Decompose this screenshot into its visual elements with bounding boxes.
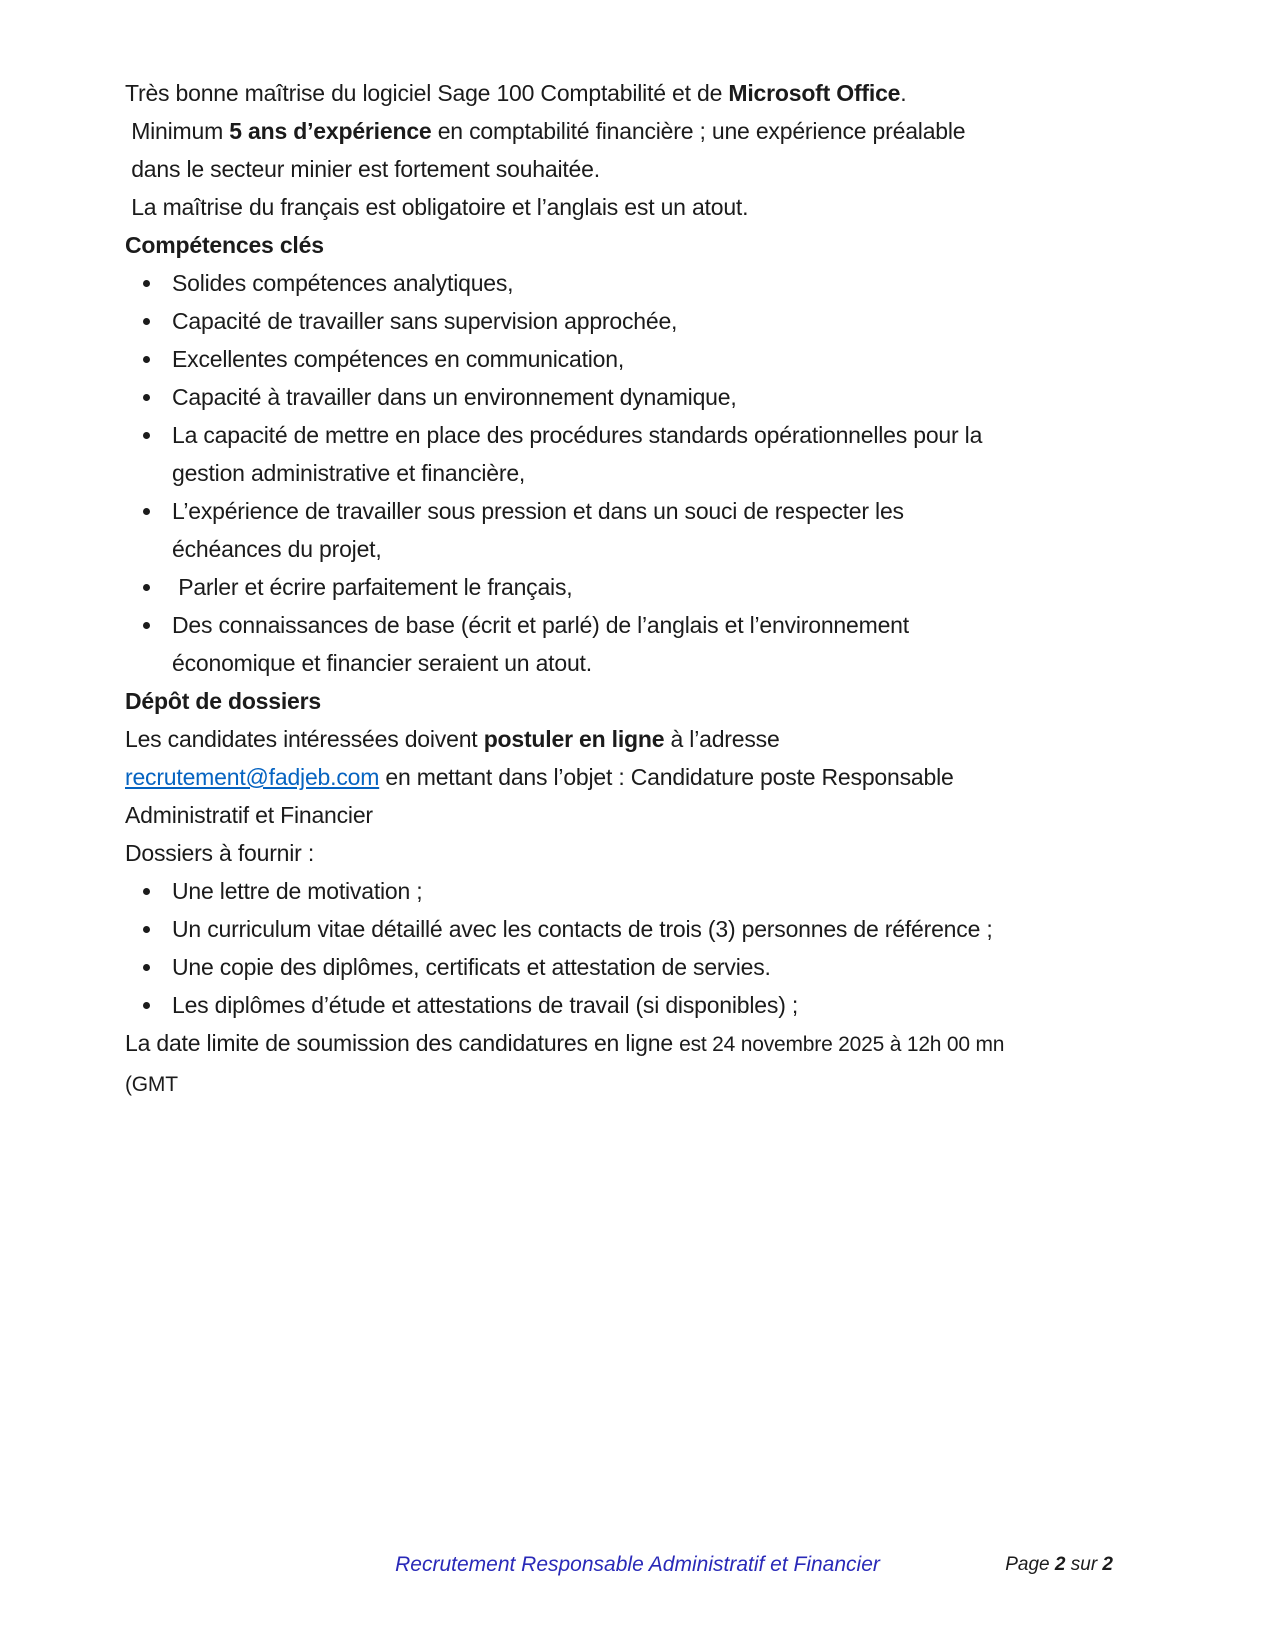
bullet-icon: [143, 622, 150, 629]
list-item: [125, 492, 1135, 568]
text-run: Les candidates intéressées doivent: [125, 726, 484, 752]
bullet-icon: [143, 584, 150, 591]
text-run: Compétences clés: [125, 232, 324, 258]
text-line: [125, 1024, 1135, 1064]
text-line: [125, 226, 1135, 264]
text-run: Un curriculum vitae détaillé avec les contacts de trois (3) personnes de référence ;: [172, 916, 993, 942]
text-line: [172, 530, 1135, 568]
page-footer: [0, 1546, 1275, 1584]
bullet-icon: [143, 508, 150, 515]
text-line: [172, 986, 1135, 1024]
text-run: Dossiers à fournir :: [125, 840, 315, 866]
text-run: La maîtrise du français est obligatoire et l’anglais est un atout.: [125, 194, 749, 220]
text-run: Des connaissances de base (écrit et parlé) de l’anglais et l’environnement: [172, 612, 909, 638]
text-line: [172, 340, 1135, 378]
text-line: [125, 834, 1135, 872]
text-run: (GMT: [125, 1073, 178, 1096]
text-line: [172, 302, 1135, 340]
text-run: Parler et écrire parfaitement le français,: [172, 574, 573, 600]
bullet-icon: [143, 926, 150, 933]
text-line: [125, 1064, 1135, 1104]
bullet-icon: [143, 394, 150, 401]
deadline-paragraph: [125, 1024, 1135, 1104]
text-run: Les diplômes d’étude et attestations de travail (si disponibles) ;: [172, 992, 799, 1018]
list-item: [125, 568, 1135, 606]
text-run: Capacité à travailler dans un environnement dynamique,: [172, 384, 737, 410]
application-paragraph: [125, 720, 1135, 834]
text-line: [125, 720, 1135, 758]
text-run: gestion administrative et financière,: [172, 460, 526, 486]
document-content: [125, 74, 1135, 1104]
text-run: Très bonne maîtrise du logiciel Sage 100 Comptabilité et de: [125, 80, 729, 106]
text-run: dans le secteur minier est fortement souhaitée.: [125, 156, 600, 182]
text-run: .: [900, 80, 907, 106]
text-line: [125, 74, 1135, 112]
text-run: La capacité de mettre en place des procédures standards opérationnelles pour la: [172, 422, 983, 448]
text-run: L’expérience de travailler sous pression et dans un souci de respecter les: [172, 498, 904, 524]
text-line: [125, 188, 1135, 226]
text-run: est 24 novembre 2025 à 12h 00 mn: [679, 1033, 1005, 1056]
language-paragraph: [125, 188, 1135, 226]
text-line: [172, 606, 1135, 644]
list-item: [125, 264, 1135, 302]
text-line: [125, 758, 1135, 796]
text-run: postuler en ligne: [483, 726, 665, 752]
list-item: [125, 606, 1135, 682]
page-label-run: 2: [1054, 1554, 1066, 1575]
text-run: Solides compétences analytiques,: [172, 270, 514, 296]
text-run: Minimum: [125, 118, 230, 144]
text-run: Administratif et Financier: [125, 802, 373, 828]
text-line: [172, 264, 1135, 302]
text-run: en mettant dans l’objet : Candidature poste Responsable: [379, 764, 954, 790]
list-item: [125, 872, 1135, 910]
text-line: [125, 682, 1135, 720]
text-run: 5 ans d’expérience: [229, 118, 432, 144]
text-run: échéances du projet,: [172, 536, 382, 562]
text-run: Une copie des diplômes, certificats et attestation de servies.: [172, 954, 771, 980]
page-label-run: Page: [1005, 1554, 1055, 1575]
bullet-icon: [143, 1002, 150, 1009]
text-line: [125, 112, 1135, 150]
text-line: [172, 378, 1135, 416]
key-skills-list: [125, 264, 1135, 682]
key-skills-heading: [125, 226, 1135, 264]
text-line: [172, 948, 1135, 986]
bullet-icon: [143, 888, 150, 895]
list-item: [125, 378, 1135, 416]
documents-list: [125, 872, 1135, 1024]
bullet-icon: [143, 280, 150, 287]
experience-paragraph: [125, 112, 1135, 188]
text-line: [125, 796, 1135, 834]
bullet-icon: [143, 318, 150, 325]
text-line: [172, 910, 1135, 948]
text-run: en comptabilité financière ; une expérience préalable: [431, 118, 966, 144]
text-run: Une lettre de motivation ;: [172, 878, 423, 904]
footer-title: Recrutement Responsable Administratif et Financier: [395, 1553, 880, 1576]
text-run: économique et financier seraient un atout.: [172, 650, 592, 676]
text-line: [172, 492, 1135, 530]
page-number: [1005, 1546, 1113, 1584]
list-item: [125, 340, 1135, 378]
bullet-icon: [143, 964, 150, 971]
bullet-icon: [143, 356, 150, 363]
list-item: [125, 986, 1135, 1024]
page-label-run: 2: [1102, 1554, 1113, 1575]
text-run: Capacité de travailler sans supervision approchée,: [172, 308, 678, 334]
list-item: [125, 948, 1135, 986]
text-line: [125, 150, 1135, 188]
text-run: Excellentes compétences en communication,: [172, 346, 625, 372]
text-line: [172, 872, 1135, 910]
text-line: [172, 644, 1135, 682]
text-line: [172, 416, 1135, 454]
list-item: [125, 416, 1135, 492]
application-heading: [125, 682, 1135, 720]
list-item: [125, 910, 1135, 948]
text-run: La date limite de soumission des candidatures en ligne: [125, 1030, 680, 1056]
text-line: [172, 568, 1135, 606]
software-skills-paragraph: [125, 74, 1135, 112]
bullet-icon: [143, 432, 150, 439]
text-run: Dépôt de dossiers: [125, 688, 321, 714]
page-label-run: sur: [1065, 1554, 1103, 1575]
email-link[interactable]: recrutement@fadjeb.com: [125, 764, 380, 790]
list-item: [125, 302, 1135, 340]
text-run: à l’adresse: [664, 726, 780, 752]
documents-intro-paragraph: [125, 834, 1135, 872]
text-line: [172, 454, 1135, 492]
text-run: Microsoft Office: [728, 80, 901, 106]
